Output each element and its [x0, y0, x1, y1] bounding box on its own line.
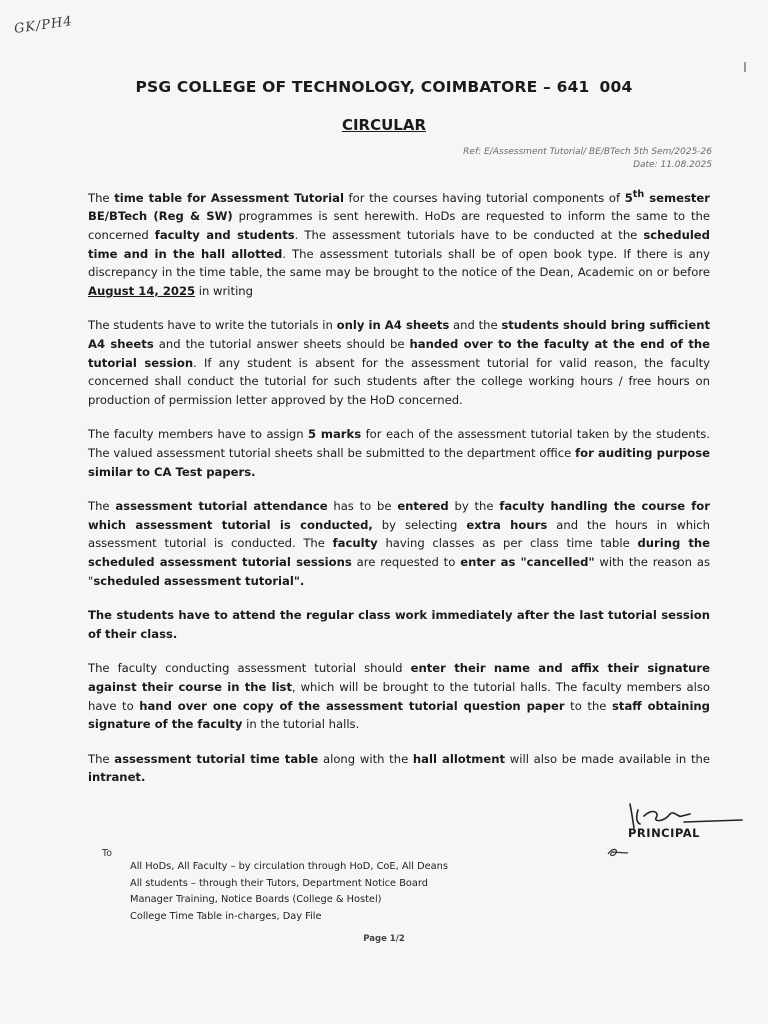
- page-number: Page 1/2: [363, 934, 405, 944]
- paragraph-5: The students have to attend the regular class work immediately after the last tutorial session of their class.: [88, 608, 710, 641]
- paragraph-7: The assessment tutorial time table along with the hall allotment will also be made available in the intranet.: [88, 751, 710, 785]
- distribution-item: Manager Training, Notice Boards (College & Hostel): [130, 894, 382, 905]
- distribution-item: All students – through their Tutors, Department Notice Board: [130, 877, 428, 889]
- deadline-date: August 14, 2025: [88, 283, 196, 298]
- reference-number: Ref: E/Assessment Tutorial/ BE/BTech 5th Sem/2025-26: [463, 147, 712, 157]
- pin-part-1: 641: [556, 78, 590, 96]
- paragraph-3: The faculty members have to assign 5 marks for each of the assessment tutorial taken by the students. The valued assessment tutorial sheets shall be submitted to the department office for auditing purpose similar to CA Test papers.: [88, 427, 710, 479]
- initial-mark: [604, 844, 634, 860]
- circular-body: [88, 186, 710, 803]
- to-label: To: [102, 848, 113, 859]
- paragraph-2: The students have to write the tutorials in only in A4 sheets and the students should bring sufficient A4 sheets and the tutorial answer sheets should be handed over to the faculty at the end of the tutorial session. If any student is absent for the assessment tutorial for valid reason, the faculty concerned shall conduct the tutorial for such students after the college working hours / free hours on production of permission letter approved by the HoD concerned.: [88, 318, 710, 407]
- signatory-title: PRINCIPAL: [628, 826, 701, 840]
- paragraph-6: The faculty conducting assessment tutorial should enter their name and affix their signature against their course in the list, which will be brought to the tutorial halls. The faculty members also have to hand over one copy of the assessment tutorial question paper to the staff obtaining signature of the faculty in the tutorial halls.: [88, 661, 711, 732]
- reference-date: Date: 11.08.2025: [633, 160, 712, 170]
- document-title: CIRCULAR: [341, 116, 427, 134]
- college-header: [0, 78, 768, 96]
- handwritten-note: GK/PH4: [13, 13, 74, 38]
- pin-part-2: 004: [599, 78, 633, 96]
- paragraph-4: The assessment tutorial attendance has to be entered by the faculty handling the course for which assessment tutorial is conducted, by selecting extra hours and the hours in which assessment tutorial is conducted. The faculty having classes as per class time table during the scheduled assessment tutorial sessions are requested to enter as "cancelled" with the reason as "scheduled assessment tutorial".: [88, 499, 711, 588]
- reference-block: [463, 146, 712, 172]
- paragraph-1: The time table for Assessment Tutorial for the courses having tutorial components of 5th semester BE/BTech (Reg & SW) programmes is sent herewith. HoDs are requested to inform the same to the concerned faculty and students. The assessment tutorials have to be conducted at the scheduled time and in the hall allotted. The assessment tutorials shall be of open book type. If there is any discrepancy in the time table, the same may be brought to the notice of the Dean, Academic on or before August 14, 2025 in writing: [88, 189, 710, 298]
- distribution-list: [130, 859, 448, 925]
- scan-mark: [744, 62, 746, 72]
- distribution-item: College Time Table in-charges, Day File: [130, 910, 322, 922]
- distribution-item: All HoDs, All Faculty – by circulation through HoD, CoE, All Deans: [130, 861, 448, 872]
- header-dash: –: [543, 78, 551, 96]
- college-name: PSG COLLEGE OF TECHNOLOGY, COIMBATORE: [135, 78, 538, 96]
